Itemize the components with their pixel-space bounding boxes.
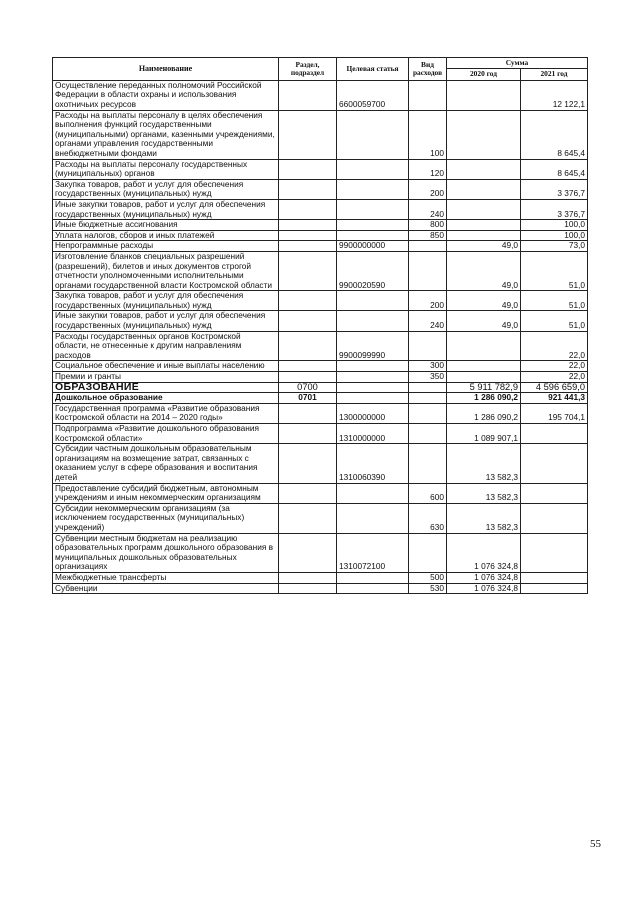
table-row xyxy=(53,179,588,199)
row-amount-2021 xyxy=(521,424,588,444)
row-target-article xyxy=(337,361,409,372)
row-target-article xyxy=(337,503,409,533)
row-amount-2020 xyxy=(447,80,521,110)
row-amount-2020 xyxy=(447,372,521,383)
row-amount-2020 xyxy=(447,110,521,159)
row-expense-type xyxy=(409,241,447,252)
row-expense-type xyxy=(409,424,447,444)
row-amount-2020 xyxy=(447,361,521,372)
row-name: Субсидии некоммерческим организациям (за исключением государственных (муниципальных) учреждений) xyxy=(53,503,279,533)
row-expense-type xyxy=(409,403,447,423)
row-amount-2020 xyxy=(447,331,521,361)
row-amount-2020: 13 582,3 xyxy=(447,503,521,533)
row-expense-type xyxy=(409,444,447,483)
row-name: Премии и гранты xyxy=(53,372,279,383)
row-name: Иные бюджетные ассигнования xyxy=(53,220,279,231)
row-amount-2021: 22,0 xyxy=(521,372,588,383)
row-amount-2020: 5 911 782,9 xyxy=(447,382,521,393)
row-amount-2021: 51,0 xyxy=(521,251,588,290)
table-row xyxy=(53,483,588,503)
header-sum: Сумма xyxy=(447,58,588,69)
row-target-article xyxy=(337,199,409,219)
row-amount-2021 xyxy=(521,503,588,533)
row-amount-2020: 1 286 090,2 xyxy=(447,403,521,423)
row-expense-type: 350 xyxy=(409,372,447,383)
row-name: Субвенции местным бюджетам на реализацию образовательных программ дошкольного образования в муниципальных дошкольных образовательных организациях xyxy=(53,533,279,572)
row-target-article xyxy=(337,179,409,199)
row-target-article xyxy=(337,230,409,241)
table-row xyxy=(53,331,588,361)
budget-table xyxy=(52,57,588,594)
row-target-article: 1310000000 xyxy=(337,424,409,444)
header-expense-type: Вид расходов xyxy=(409,58,447,81)
row-expense-type: 240 xyxy=(409,199,447,219)
row-expense-type: 630 xyxy=(409,503,447,533)
row-target-article xyxy=(337,291,409,311)
row-name: ОБРАЗОВАНИЕ xyxy=(53,382,279,393)
row-name: Изготовление бланков специальных разрешений (разрешений), билетов и иных документов строгой отчетности уполномоченными исполнительными органами государственной власти Костромской области xyxy=(53,251,279,290)
row-expense-type xyxy=(409,533,447,572)
row-section: 0701 xyxy=(279,393,337,404)
table-row xyxy=(53,572,588,583)
row-section xyxy=(279,110,337,159)
table-row xyxy=(53,291,588,311)
row-amount-2021: 3 376,7 xyxy=(521,199,588,219)
row-amount-2021: 3 376,7 xyxy=(521,179,588,199)
table-row xyxy=(53,220,588,231)
row-amount-2020 xyxy=(447,199,521,219)
row-amount-2021: 22,0 xyxy=(521,331,588,361)
row-amount-2021: 100,0 xyxy=(521,220,588,231)
table-row xyxy=(53,382,588,393)
row-amount-2021: 51,0 xyxy=(521,291,588,311)
row-expense-type: 120 xyxy=(409,159,447,179)
row-expense-type: 100 xyxy=(409,110,447,159)
row-name: Предоставление субсидий бюджетным, автономным учреждениям и иным некоммерческим организациям xyxy=(53,483,279,503)
row-section xyxy=(279,483,337,503)
row-name: Субвенции xyxy=(53,583,279,594)
row-amount-2020: 13 582,3 xyxy=(447,483,521,503)
row-section xyxy=(279,331,337,361)
row-amount-2021: 51,0 xyxy=(521,311,588,331)
row-amount-2020: 49,0 xyxy=(447,241,521,252)
row-target-article xyxy=(337,483,409,503)
row-expense-type: 300 xyxy=(409,361,447,372)
table-row xyxy=(53,199,588,219)
row-amount-2021: 73,0 xyxy=(521,241,588,252)
row-target-article xyxy=(337,382,409,393)
row-name: Расходы на выплаты персоналу государственных (муниципальных) органов xyxy=(53,159,279,179)
row-amount-2021 xyxy=(521,583,588,594)
row-expense-type: 800 xyxy=(409,220,447,231)
row-amount-2021 xyxy=(521,533,588,572)
row-target-article xyxy=(337,159,409,179)
row-section xyxy=(279,361,337,372)
row-expense-type xyxy=(409,331,447,361)
row-name: Государственная программа «Развитие образования Костромской области на 2014 – 2020 годы» xyxy=(53,403,279,423)
row-amount-2020: 1 076 324,8 xyxy=(447,583,521,594)
table-row xyxy=(53,230,588,241)
row-name: Субсидии частным дошкольным образовательным организациям на возмещение затрат, связанных с оказанием услуг в сфере образования и воспитания детей xyxy=(53,444,279,483)
row-amount-2020: 13 582,3 xyxy=(447,444,521,483)
row-section xyxy=(279,291,337,311)
row-target-article xyxy=(337,110,409,159)
table-row xyxy=(53,251,588,290)
row-section xyxy=(279,179,337,199)
row-target-article xyxy=(337,220,409,231)
row-section xyxy=(279,533,337,572)
table-row xyxy=(53,80,588,110)
row-section xyxy=(279,444,337,483)
row-amount-2020 xyxy=(447,159,521,179)
row-section xyxy=(279,403,337,423)
row-section xyxy=(279,503,337,533)
table-row xyxy=(53,241,588,252)
table-row xyxy=(53,444,588,483)
row-section xyxy=(279,159,337,179)
table-row xyxy=(53,393,588,404)
header-year-2021: 2021 год xyxy=(521,69,588,80)
row-amount-2021: 4 596 659,0 xyxy=(521,382,588,393)
table-row xyxy=(53,311,588,331)
row-amount-2020 xyxy=(447,230,521,241)
row-amount-2021 xyxy=(521,572,588,583)
row-expense-type xyxy=(409,393,447,404)
row-amount-2021 xyxy=(521,483,588,503)
row-name: Закупка товаров, работ и услуг для обеспечения государственных (муниципальных) нужд xyxy=(53,179,279,199)
row-section xyxy=(279,220,337,231)
row-section: 0700 xyxy=(279,382,337,393)
row-amount-2021: 8 645,4 xyxy=(521,110,588,159)
row-section xyxy=(279,572,337,583)
row-section xyxy=(279,372,337,383)
row-target-article xyxy=(337,583,409,594)
table-body xyxy=(53,80,588,593)
row-target-article xyxy=(337,311,409,331)
row-name: Межбюджетные трансферты xyxy=(53,572,279,583)
page-number: 55 xyxy=(590,838,601,850)
row-name: Осуществление переданных полномочий Российской Федерации в области охраны и использования охотничьих ресурсов xyxy=(53,80,279,110)
row-name: Подпрограмма «Развитие дошкольного образования Костромской области» xyxy=(53,424,279,444)
row-amount-2021: 921 441,3 xyxy=(521,393,588,404)
row-section xyxy=(279,311,337,331)
row-expense-type: 500 xyxy=(409,572,447,583)
row-amount-2020: 49,0 xyxy=(447,291,521,311)
row-section xyxy=(279,199,337,219)
row-section xyxy=(279,80,337,110)
row-section xyxy=(279,241,337,252)
row-expense-type: 200 xyxy=(409,179,447,199)
row-name: Закупка товаров, работ и услуг для обеспечения государственных (муниципальных) нужд xyxy=(53,291,279,311)
row-target-article: 1300000000 xyxy=(337,403,409,423)
row-amount-2021 xyxy=(521,444,588,483)
row-section xyxy=(279,251,337,290)
row-expense-type xyxy=(409,80,447,110)
table-row xyxy=(53,533,588,572)
row-amount-2020: 1 076 324,8 xyxy=(447,533,521,572)
table-row xyxy=(53,403,588,423)
row-expense-type xyxy=(409,382,447,393)
row-amount-2020: 1 089 907,1 xyxy=(447,424,521,444)
row-name: Непрограммные расходы xyxy=(53,241,279,252)
row-target-article xyxy=(337,393,409,404)
row-name: Расходы государственных органов Костромской области, не отнесенные к другим направлениям расходов xyxy=(53,331,279,361)
row-name: Расходы на выплаты персоналу в целях обеспечения выполнения функций государственными (муниципальными) органами, казенными учреждениями, органами управления государственными внебюджетными фондами xyxy=(53,110,279,159)
row-target-article: 9900000000 xyxy=(337,241,409,252)
row-amount-2020: 49,0 xyxy=(447,311,521,331)
row-amount-2020 xyxy=(447,179,521,199)
header-target-article: Целевая статья xyxy=(337,58,409,81)
row-section xyxy=(279,424,337,444)
row-expense-type: 530 xyxy=(409,583,447,594)
row-expense-type: 200 xyxy=(409,291,447,311)
header-name: Наименование xyxy=(53,58,279,81)
row-amount-2020: 49,0 xyxy=(447,251,521,290)
row-amount-2021: 8 645,4 xyxy=(521,159,588,179)
row-amount-2021: 22,0 xyxy=(521,361,588,372)
row-amount-2021: 195 704,1 xyxy=(521,403,588,423)
table-row xyxy=(53,159,588,179)
header-section: Раздел, подраздел xyxy=(279,58,337,81)
table-row xyxy=(53,361,588,372)
row-target-article: 6600059700 xyxy=(337,80,409,110)
row-amount-2020: 1 076 324,8 xyxy=(447,572,521,583)
row-target-article: 1310072100 xyxy=(337,533,409,572)
row-name: Дошкольное образование xyxy=(53,393,279,404)
row-target-article: 1310060390 xyxy=(337,444,409,483)
row-target-article xyxy=(337,572,409,583)
row-amount-2020 xyxy=(447,220,521,231)
row-name: Уплата налогов, сборов и иных платежей xyxy=(53,230,279,241)
row-amount-2020: 1 286 090,2 xyxy=(447,393,521,404)
row-name: Социальное обеспечение и иные выплаты населению xyxy=(53,361,279,372)
row-expense-type: 240 xyxy=(409,311,447,331)
row-section xyxy=(279,583,337,594)
row-name: Иные закупки товаров, работ и услуг для обеспечения государственных (муниципальных) нужд xyxy=(53,311,279,331)
table-header xyxy=(53,58,588,81)
table-row xyxy=(53,503,588,533)
header-year-2020: 2020 год xyxy=(447,69,521,80)
row-expense-type: 850 xyxy=(409,230,447,241)
row-target-article xyxy=(337,372,409,383)
table-row xyxy=(53,424,588,444)
row-name: Иные закупки товаров, работ и услуг для обеспечения государственных (муниципальных) нужд xyxy=(53,199,279,219)
row-expense-type: 600 xyxy=(409,483,447,503)
table-row xyxy=(53,110,588,159)
row-target-article: 9900099990 xyxy=(337,331,409,361)
row-section xyxy=(279,230,337,241)
table-row xyxy=(53,583,588,594)
row-amount-2021: 12 122,1 xyxy=(521,80,588,110)
row-expense-type xyxy=(409,251,447,290)
row-target-article: 9900020590 xyxy=(337,251,409,290)
row-amount-2021: 100,0 xyxy=(521,230,588,241)
